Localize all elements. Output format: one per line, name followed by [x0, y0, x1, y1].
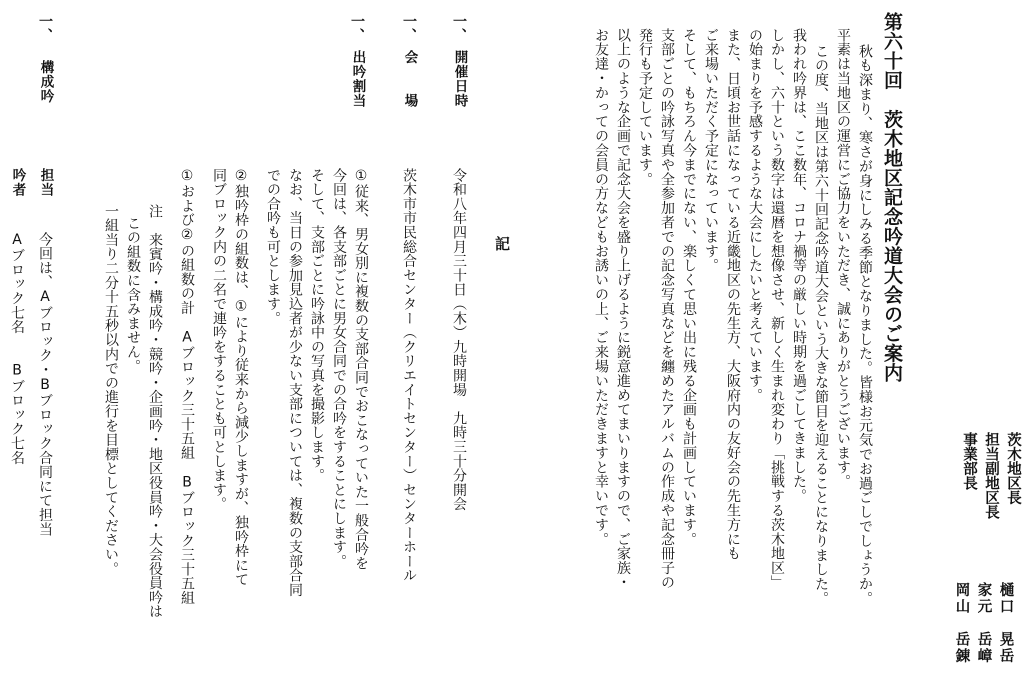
- sender-row-3: [954, 432, 976, 672]
- intro-line: 我われ吟界は、ここ数年、コロナ禍等の厳しい時期を過ごしてきました。: [791, 28, 807, 504]
- item-marker-allocation: 一、: [349, 14, 365, 42]
- sender-block: [954, 432, 1020, 672]
- intro-line: お友達・かっての会員の方などもお誘いの上、ご来場いただきますと幸いです。: [593, 28, 609, 547]
- intro-line: ご来場いただく予定になっています。: [703, 28, 719, 273]
- allocation-line: そして、支部ごとに吟詠中の写真を撮影します。: [309, 168, 325, 483]
- item-body-date: [448, 168, 470, 678]
- item-label-venue: 会 場: [401, 50, 418, 108]
- intro-line: 以上のような企画で記念大会を盛り上げるように鋭意進めてまいりますので、ご家族・: [615, 28, 631, 590]
- venue-text: 茨木市市民総合センター（クリエイトセンター）センターホール: [401, 168, 417, 583]
- sender-role: 茨木地区長: [1005, 432, 1021, 505]
- sender-name: 岡山 岳錬: [953, 582, 970, 665]
- tantou-text: [34, 232, 56, 536]
- intro-line: 平素は当地区の運営にご協力をいただき、誠にありがとうございます。: [835, 28, 851, 489]
- intro-line: しかし、六十という数字は還暦を想像させ、新しく生まれ変わり「挑戦する茨木地区」: [769, 28, 785, 590]
- ginsha-label: 吟者: [9, 168, 26, 197]
- intro-line: そして、もちろん今までにない、楽しくて思い出に残る企画も計画しています。: [681, 28, 697, 547]
- ginsha-text: [6, 232, 28, 465]
- allocation-note: 一組当り二分十五秒以内での進行を目標としてください。: [103, 204, 119, 576]
- intro-line: 支部ごとの吟詠写真や全参加者での記念写真などを纏めたアルバムの作成や記念冊子の: [659, 28, 675, 590]
- allocation-line: での合吟も可とします。: [265, 168, 281, 326]
- intro-line: また、日頃お世話になっている近畿地区の先生方、大阪府内の友好会の先生方にも: [725, 28, 741, 561]
- item-label-kouseigin: 構成吟: [37, 60, 54, 104]
- ki-heading: 記: [493, 236, 511, 251]
- sender-role: 事業部長: [961, 432, 977, 490]
- intro-line: 発行も予定しています。: [637, 28, 653, 187]
- tantou-label: 担当: [37, 168, 54, 197]
- item-label-date: 開催日時: [451, 50, 468, 108]
- tantou-line: 今回は、Aブロック・Bブロック合同にて担当: [37, 232, 53, 537]
- allocation-line: 同ブロック内の二名で連吟をすることも可とします。: [211, 168, 227, 512]
- item-body-allocation: [102, 168, 372, 678]
- sender-name: 家元 岳嶂: [975, 582, 992, 665]
- allocation-note: この組数に含みません。: [125, 216, 141, 374]
- item-label-allocation: 出吟割当: [349, 50, 366, 108]
- allocation-note: 注 来賓吟・構成吟・競吟・企画吟・地区役員吟・大会役員吟は: [147, 204, 163, 619]
- allocation-line: ②独吟枠の組数は、①により従来から減少しますが、独吟枠にて: [233, 168, 249, 587]
- item-marker-venue: 一、: [401, 14, 417, 42]
- document-title: 第六十回 茨木地区記念吟道大会のご案内: [881, 12, 903, 383]
- sender-row-1: [998, 432, 1020, 672]
- allocation-line: 今回は、各支部ごとに男女合同での合吟をすることにします。: [331, 168, 347, 569]
- date-text: 令和八年四月三十日（木）九時開場 九時三十分開会: [451, 168, 467, 512]
- allocation-line: なお、当日の参加見込者が少ない支部については、複数の支部合同: [287, 168, 303, 597]
- sender-row-2: [976, 432, 998, 672]
- sender-role: 担当副地区長: [983, 432, 999, 519]
- item-body-venue: [398, 168, 420, 678]
- intro-line: の始まりを予感するような大会にしたいと考えています。: [747, 28, 763, 403]
- intro-line: 秋も深まり、寒さが身にしみる季節となりました。皆様お元気でお過ごしでしょうか。: [857, 44, 873, 606]
- allocation-line: ①従来、男女別に複数の支部合同でおこなっていた一般合吟を: [353, 168, 369, 571]
- item-marker-date: 一、: [451, 14, 467, 42]
- intro-line: この度、当地区は第六十回記念吟道大会という大きな節目を迎えることになりました。: [813, 44, 829, 606]
- sender-name: 樋口 晃岳: [997, 582, 1014, 665]
- item-marker-kouseigin: 一、: [37, 14, 53, 42]
- intro-body: [540, 28, 876, 678]
- ginsha-line: Aブロック七名 Bブロック七名: [9, 232, 25, 465]
- allocation-line: ①および②の組数の計 Aブロック三十五組 Bブロック三十五組: [179, 168, 195, 605]
